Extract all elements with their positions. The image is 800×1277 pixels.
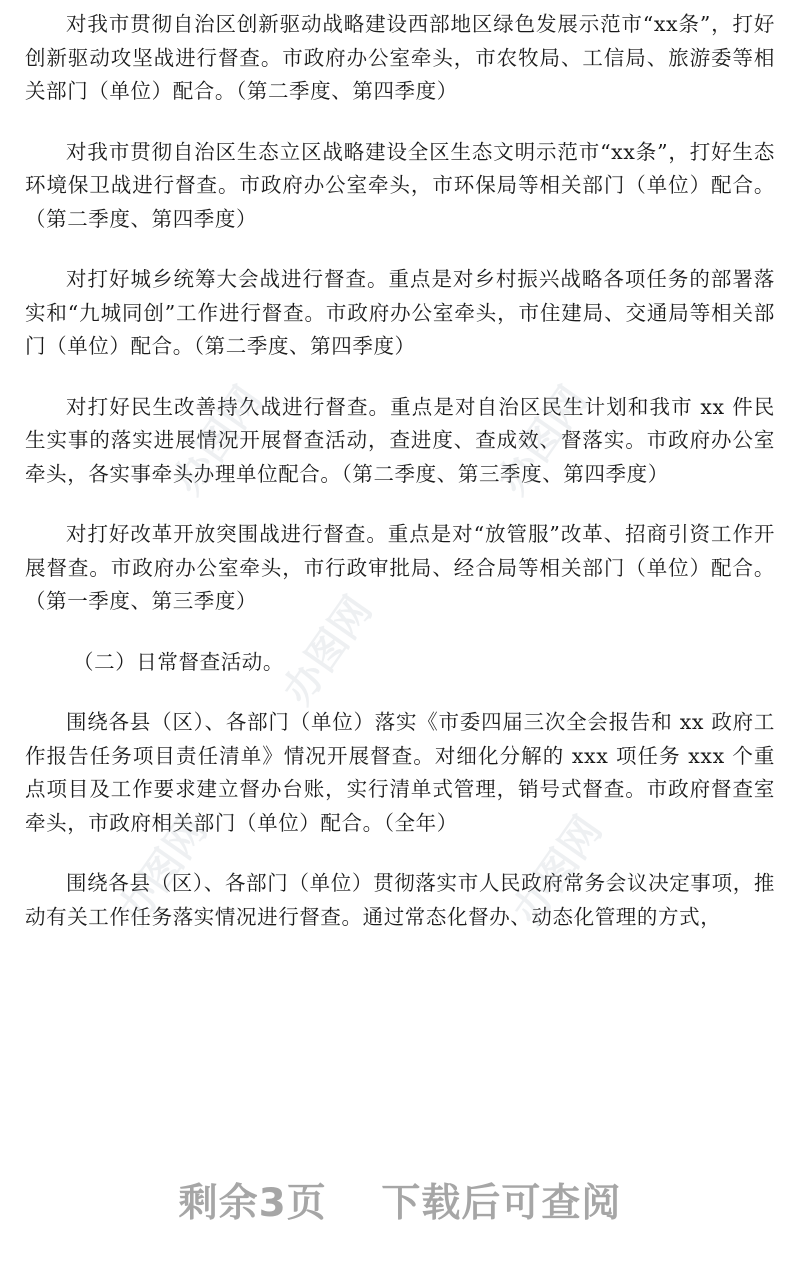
- document-page: [25, 8, 775, 961]
- download-banner[interactable]: [0, 1172, 800, 1228]
- remaining-pages-label: 剩余3页: [178, 1181, 327, 1226]
- paragraph-urban-rural: 对打好城乡统筹大会战进行督查。重点是对乡村振兴战略各项任务的部署落实和“九城同创”工作进行督查。市政府办公室牵头，市住建局、交通局等相关部门（单位）配合。（第二季度、第四季度）: [25, 267, 775, 358]
- watermark: 办图网: [489, 378, 597, 503]
- paragraph-ecological-protection: 对我市贯彻自治区生态立区战略建设全区生态文明示范市“xx条”，打好生态环境保卫战进行督查。市政府办公室牵头，市环保局等相关部门（单位）配合。（第二季度、第四季度）: [25, 139, 775, 231]
- paragraph-reform-opening: 对打好改革开放突围战进行督查。重点是对“放管服”改革、招商引资工作开展督查。市政府办公室牵头，市行政审批局、经合局等相关部门（单位）配合。（第一季度、第三季度）: [25, 522, 775, 613]
- watermark: 办图网: [164, 378, 272, 503]
- section-heading-daily-inspection: （二）日常督查活动。: [73, 649, 284, 674]
- paragraph-task-list: 围绕各县（区）、各部门（单位）落实《市委四届三次全会报告和 xx 政府工作报告任务项目责任清单》情况开展督查。对细化分解的 xxx 项任务 xxx 个重点项目及工作要求建立督办台账，实行清单式管理，销号式督查。市政府督查室牵头，市政府相关部门（单位）配合。（全年）: [25, 710, 775, 835]
- download-prompt-label[interactable]: 下载后可查阅: [381, 1181, 622, 1226]
- paragraph-livelihood: 对打好民生改善持久战进行督查。重点是对自治区民生计划和我市 xx 件民生实事的落实进展情况开展督查活动，查进度、查成效、督落实。市政府办公室牵头，各实事牵头办理单位配合。（第二季度、第三季度、第四季度）: [25, 394, 775, 486]
- watermark: 办图网: [274, 588, 382, 713]
- paragraph-innovation-drive: 对我市贯彻自治区创新驱动战略建设西部地区绿色发展示范市“xx条”，打好创新驱动攻坚战进行督查。市政府办公室牵头，市农牧局、工信局、旅游委等相关部门（单位）配合。（第二季度、第四季度）: [25, 12, 775, 103]
- watermark: 办图网: [109, 808, 217, 933]
- paragraph-executive-meeting: 围绕各县（区）、各部门（单位）贯彻落实市人民政府常务会议决定事项，推动有关工作任务落实情况进行督查。通过常态化督办、动态化管理的方式，: [25, 871, 775, 929]
- watermark: 办图网: [504, 808, 612, 933]
